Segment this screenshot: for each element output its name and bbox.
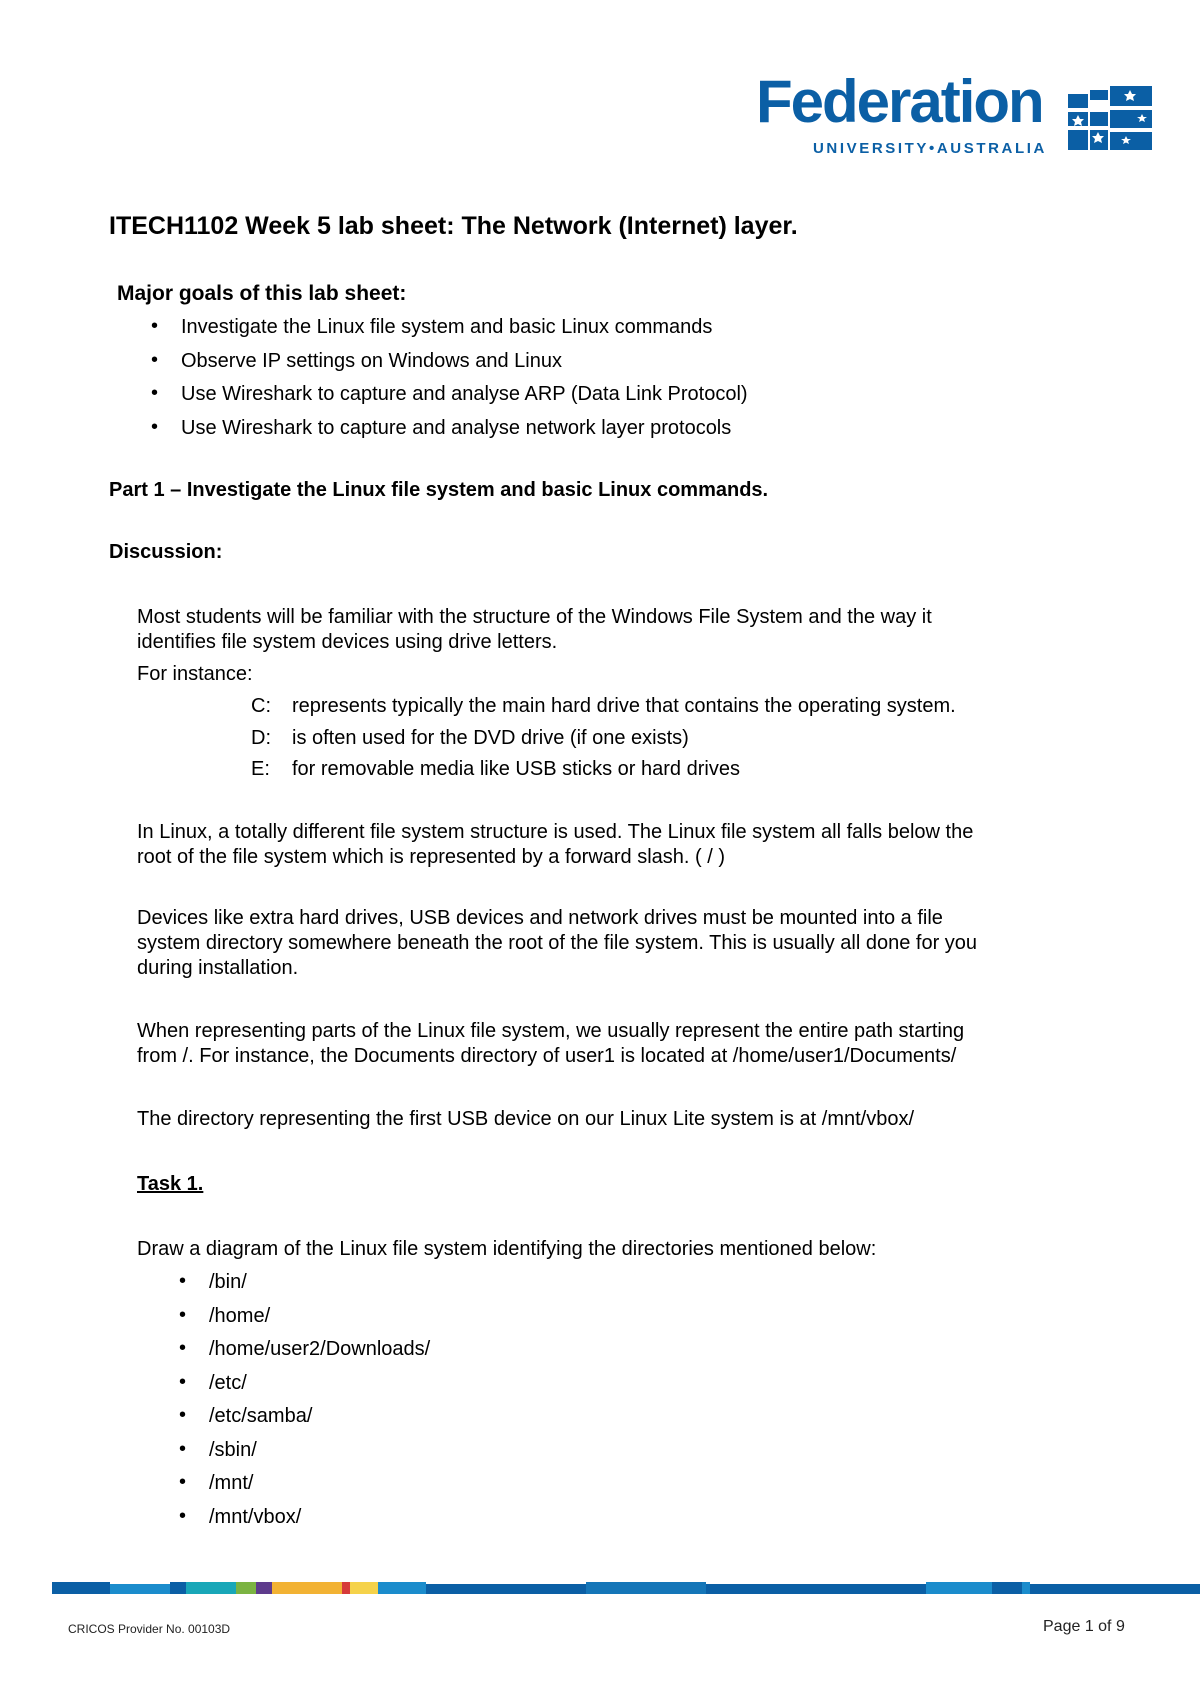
paragraph-line: from /. For instance, the Documents directory of user1 is located at /home/user1/Documents/ <box>137 1045 957 1067</box>
logo-subtitle: UNIVERSITY•AUSTRALIA <box>813 140 1047 157</box>
logo-wordmark: Federation <box>756 68 1043 135</box>
list-item: • /home/ <box>209 1304 430 1338</box>
list-item: • /mnt/ <box>209 1471 430 1505</box>
list-item: • Use Wireshark to capture and analyse ARP (Data Link Protocol) <box>181 382 748 416</box>
list-item: • Investigate the Linux file system and basic Linux commands <box>181 315 748 349</box>
drive-letter: E: <box>251 758 270 780</box>
drive-letter: C: <box>251 695 271 717</box>
list-item: • /mnt/vbox/ <box>209 1505 430 1539</box>
list-item: • /sbin/ <box>209 1438 430 1472</box>
page-number: Page 1 of 9 <box>1043 1618 1125 1635</box>
goals-list <box>181 315 748 449</box>
paragraph-line: system directory somewhere beneath the root of the file system. This is usually all done for you <box>137 932 978 954</box>
paragraph-line: For instance: <box>137 663 253 685</box>
directory-list <box>209 1270 430 1538</box>
paragraph-line: during installation. <box>137 957 299 979</box>
paragraph-line: identifies file system devices using drive letters. <box>137 631 558 653</box>
paragraph-line: Devices like extra hard drives, USB devices and network drives must be mounted into a file <box>137 907 943 929</box>
list-item: • /etc/ <box>209 1371 430 1405</box>
goals-heading: Major goals of this lab sheet: <box>117 282 407 305</box>
paragraph-line: Most students will be familiar with the structure of the Windows File System and the way it <box>137 606 932 628</box>
federation-logo <box>756 68 1152 160</box>
part1-heading: Part 1 – Investigate the Linux file system and basic Linux commands. <box>109 479 769 501</box>
drive-letter: D: <box>251 727 271 749</box>
paragraph-line: The directory representing the first USB device on our Linux Lite system is at /mnt/vbox/ <box>137 1108 915 1130</box>
cricos-provider-number: CRICOS Provider No. 00103D <box>68 1622 231 1636</box>
paragraph-line: In Linux, a totally different file system structure is used. The Linux file system all falls below the <box>137 821 974 843</box>
drive-description: represents typically the main hard drive that contains the operating system. <box>292 695 956 717</box>
page-title: ITECH1102 Week 5 lab sheet: The Network (Internet) layer. <box>109 212 798 240</box>
list-item: • /home/user2/Downloads/ <box>209 1337 430 1371</box>
drive-description: is often used for the DVD drive (if one exists) <box>292 727 689 749</box>
list-item: • Observe IP settings on Windows and Linux <box>181 349 748 383</box>
footer-color-stripe <box>52 1582 1200 1596</box>
task1-intro: Draw a diagram of the Linux file system identifying the directories mentioned below: <box>137 1238 877 1260</box>
list-item: • Use Wireshark to capture and analyse network layer protocols <box>181 416 748 450</box>
task1-heading: Task 1. <box>137 1173 204 1195</box>
paragraph-line: root of the file system which is represented by a forward slash. ( / ) <box>137 846 726 868</box>
discussion-heading: Discussion: <box>109 541 223 563</box>
paragraph-line: When representing parts of the Linux file system, we usually represent the entire path starting <box>137 1020 965 1042</box>
drive-description: for removable media like USB sticks or hard drives <box>292 758 740 780</box>
list-item: • /etc/samba/ <box>209 1404 430 1438</box>
federation-flag-icon <box>1068 86 1152 152</box>
list-item: • /bin/ <box>209 1270 430 1304</box>
